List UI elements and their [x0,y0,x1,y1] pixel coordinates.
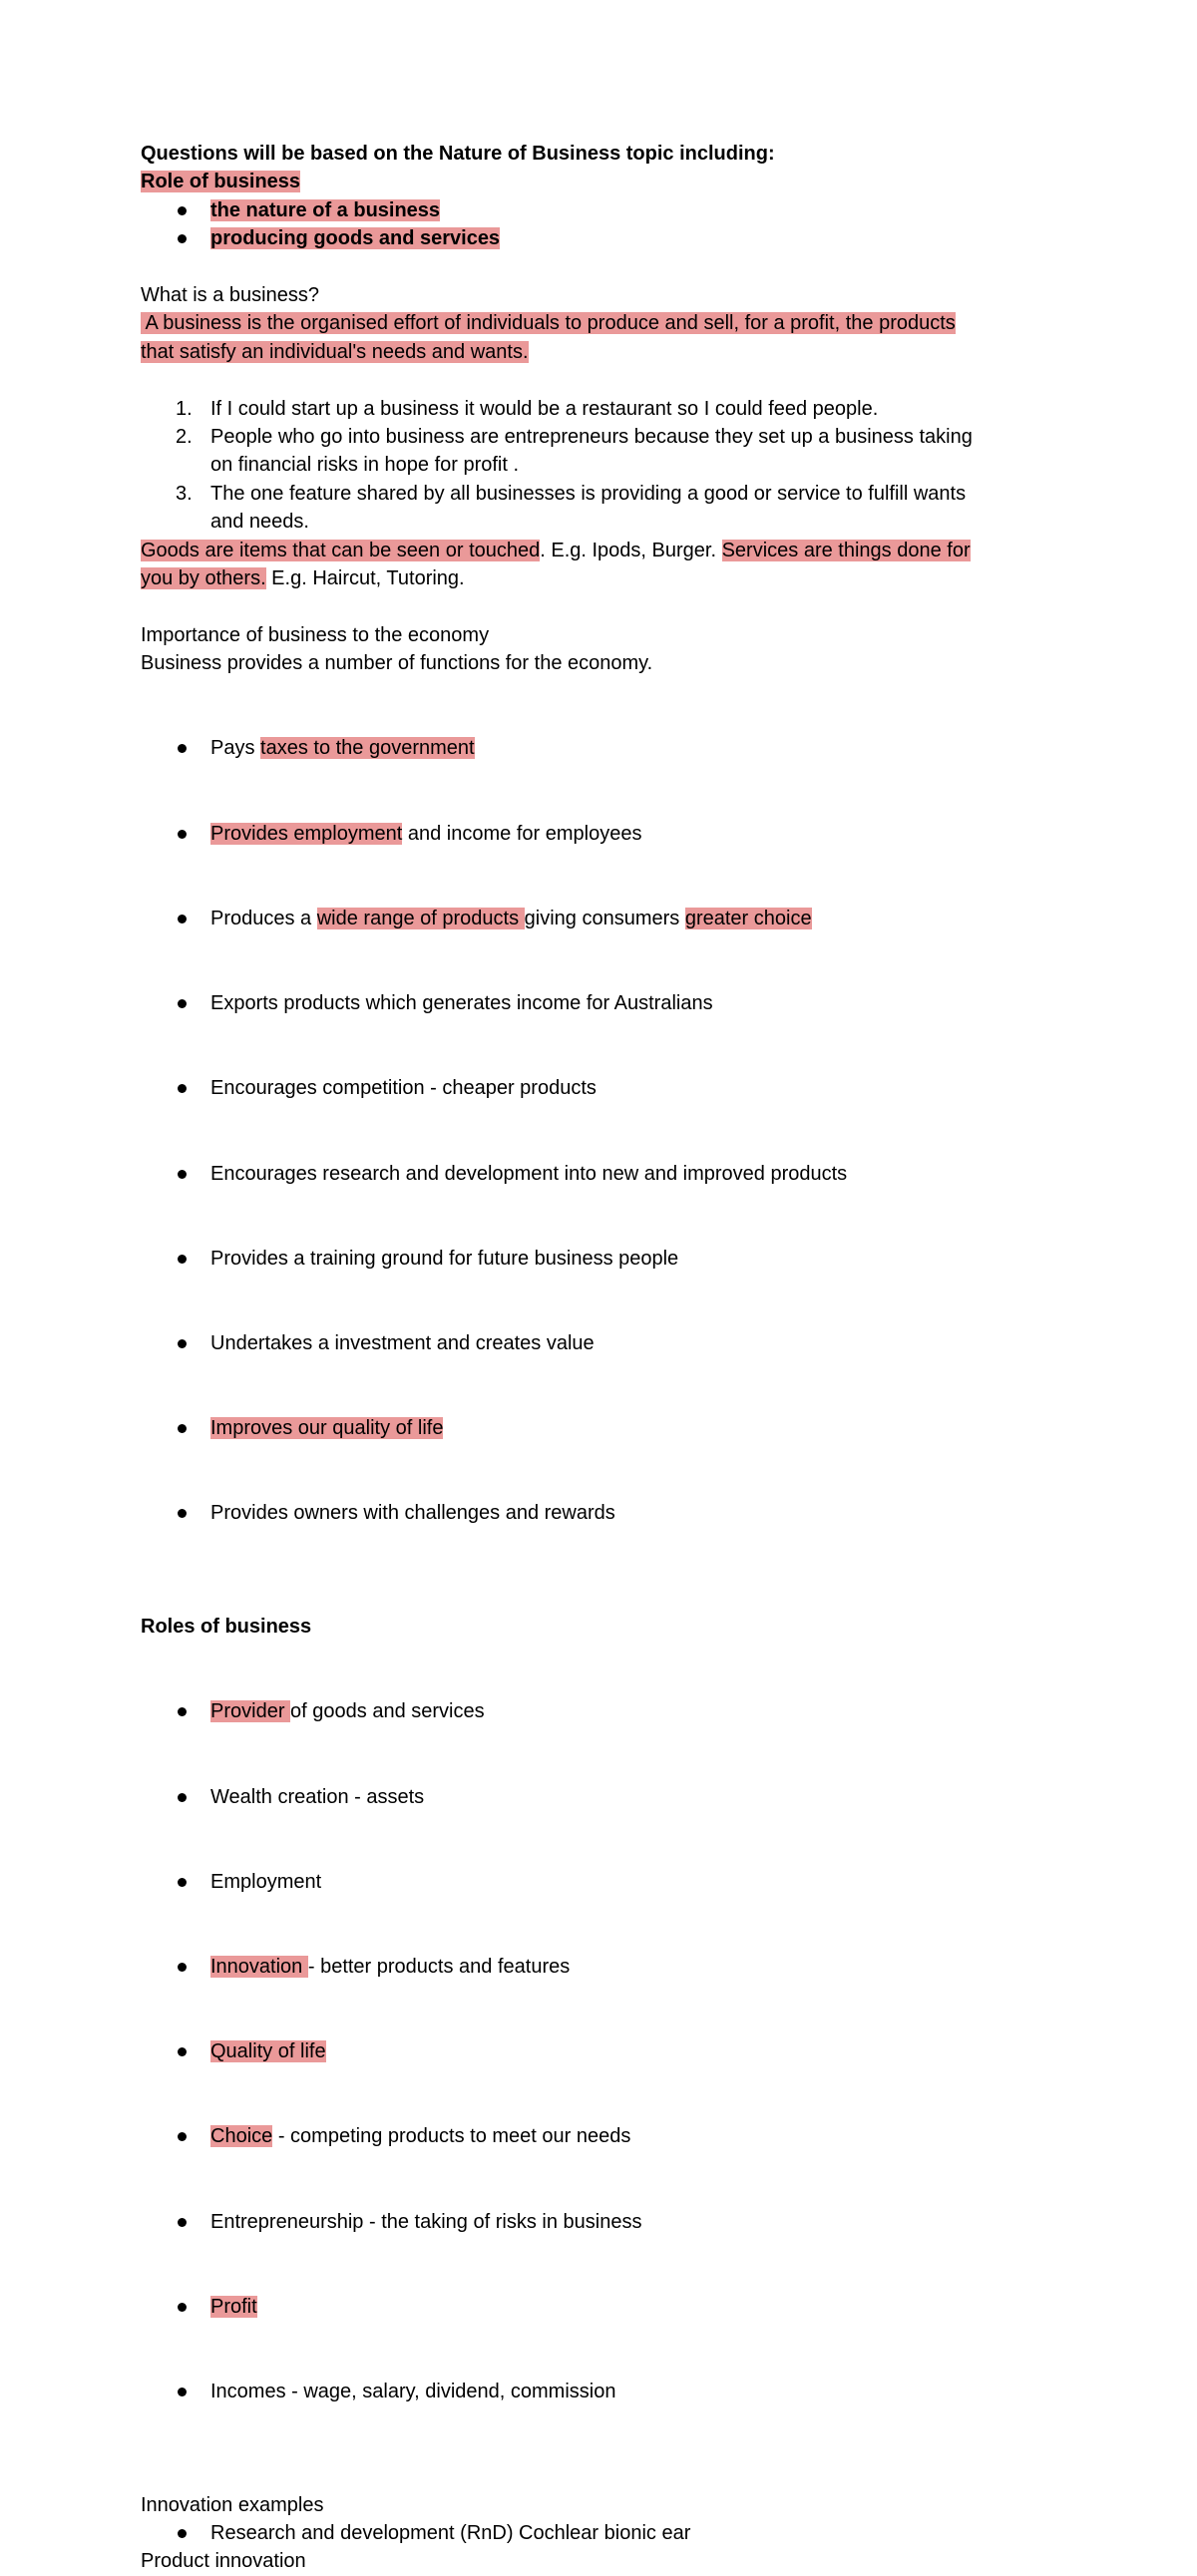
roles-title: Roles of business [141,1616,312,1639]
list-item: 2. People who go into business are entrepreneurs because they set up a business taking on financial risks in hope for profit . [176,426,973,477]
role-list [141,196,1048,253]
list-item: Encourages research and development into new and improved products [141,1160,1048,1188]
list-item: Entrepreneurship - the taking of risks in business [141,2208,1048,2236]
list-item: Exports products which generates income for Australians [141,989,1048,1017]
role-title: Role of business [141,171,301,193]
list-item: 3. The one feature shared by all businesses is providing a good or service to fulfill wants and needs. [176,482,967,534]
innovation-list [141,2519,1048,2547]
product-innovation: Product innovation [141,2550,306,2573]
definition-line-1: A business is the organised effort of individuals to produce and sell, for a profit, the products [141,312,956,335]
list-item: Incomes - wage, salary, dividend, commission [141,2378,1048,2405]
goods-line-1: Goods are items that can be seen or touched. E.g. Ipods, Burger. Services are things done for [141,539,971,561]
list-item: the nature of a business [141,196,1048,224]
document-body [141,140,1048,2576]
list-item: Encourages competition - cheaper products [141,1074,1048,1102]
what-question: What is a business? [141,284,319,307]
list-item: Provides owners with challenges and rewards [141,1499,1048,1527]
list-item: Research and development (RnD) Cochlear bionic ear [141,2519,1048,2547]
list-item: Provider of goods and services [141,1697,1048,1725]
roles-list [141,1641,1048,2462]
list-item: Innovation - better products and features [141,1953,1048,1981]
goods-line-2: you by others. E.g. Haircut, Tutoring. [141,567,465,590]
heading: Questions will be based on the Nature of Business topic including: [141,143,775,165]
list-item: Undertakes a investment and creates value [141,1329,1048,1357]
numbered-list [141,395,1048,537]
list-item: producing goods and services [141,224,1048,252]
importance-subtitle: Business provides a number of functions for the economy. [141,652,653,675]
list-item: Wealth creation - assets [141,1783,1048,1811]
importance-title: Importance of business to the economy [141,623,490,646]
definition-line-2: that satisfy an individual's needs and wants. [141,340,529,363]
innovation-title: Innovation examples [141,2493,324,2516]
list-item: Provides employment and income for employees [141,820,1048,848]
importance-list [141,678,1048,1585]
list-item: Produces a wide range of products giving consumers greater choice [141,905,1048,932]
list-item: Employment [141,1868,1048,1896]
list-item: Pays taxes to the government [141,734,1048,762]
list-item: Profit [141,2293,1048,2321]
list-item: 1. If I could start up a business it would be a restaurant so I could feed people. [176,397,879,420]
list-item: Improves our quality of life [141,1414,1048,1442]
list-item: Provides a training ground for future business people [141,1245,1048,1273]
list-item: Choice - competing products to meet our needs [141,2122,1048,2150]
list-item: Quality of life [141,2037,1048,2065]
